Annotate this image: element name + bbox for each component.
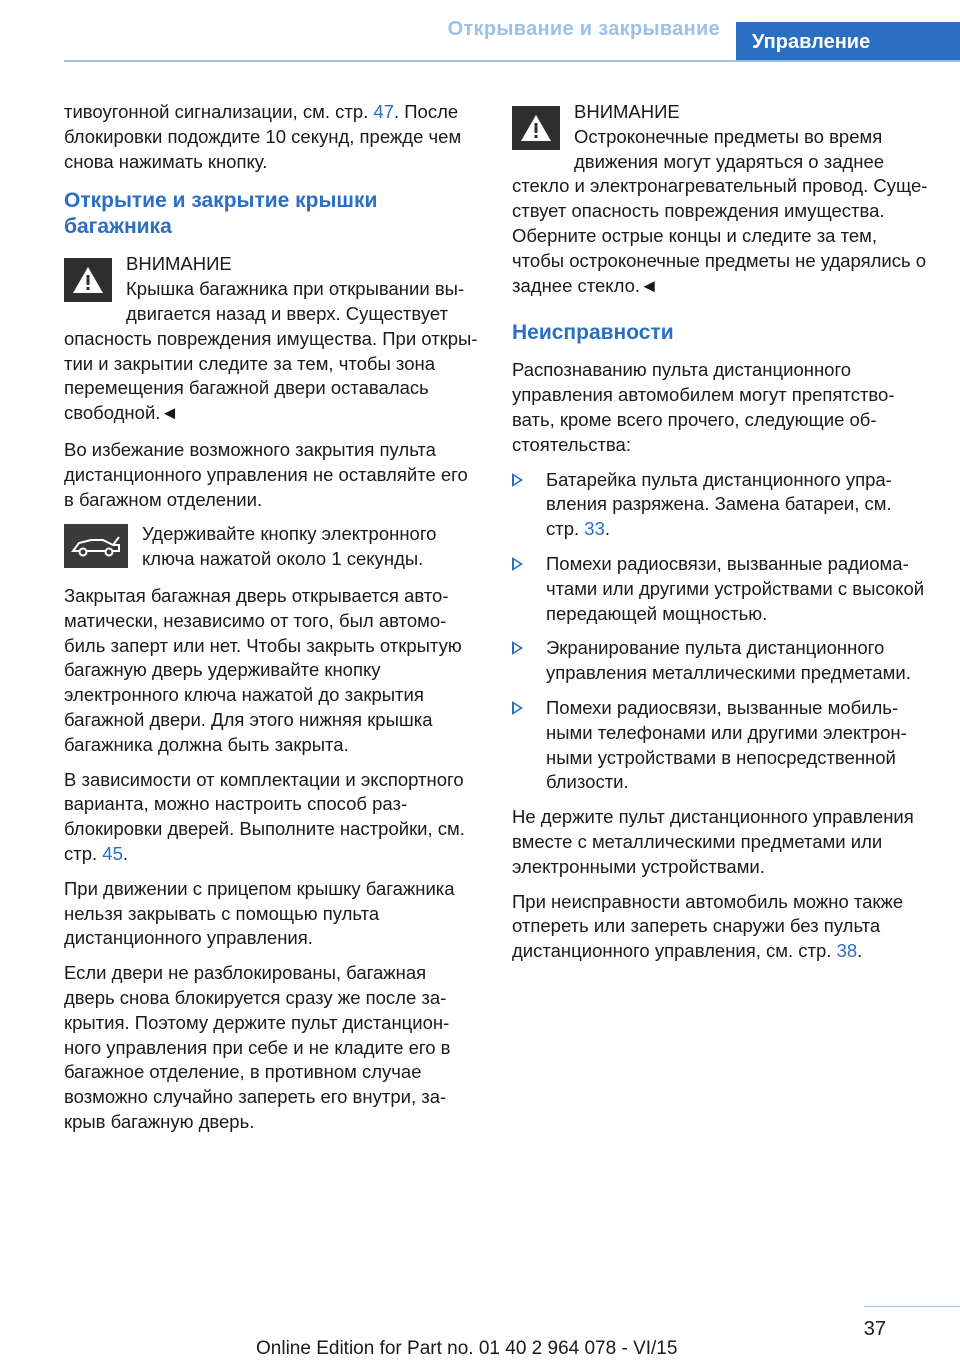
paragraph: Не держите пульт дистанционного управления вместе с металлическими предметами или электронными устройствами. xyxy=(512,806,914,877)
text: При неисправности автомобиль можно также отпереть или запереть снаружи без пульта дистанционного управления, см. стр. xyxy=(512,890,904,962)
paragraph: Во избежание возможного закрытия пульта дистанционного управления не оставляйте его в багажном отделении. xyxy=(64,438,468,510)
text: . xyxy=(122,842,129,864)
left-column xyxy=(64,100,480,1145)
warning-icon xyxy=(64,258,112,302)
paragraph xyxy=(512,890,928,964)
list-item xyxy=(512,552,928,626)
text: Помехи радиосвязи, вызванные радиомачтами или другими устройствами с высокой передающей мощностью. xyxy=(546,552,925,624)
warning-block xyxy=(512,100,928,298)
text: Помехи радиосвязи, вызванные мобильными телефонами или другими электронными устройствами в непосредственной близости. xyxy=(546,696,907,793)
paragraph: Закрытая багажная дверь открывается автоматически, независимо от того, был автомобиль заперт или нет. Чтобы закрыть открытую багажную дверь удерживайте кнопку электронного ключа нажатой до закрытия багажной двери. Для этого нижняя крышка багажника должна быть закрыта. xyxy=(64,584,462,755)
warning-icon xyxy=(512,106,560,150)
key-instruction-text: Удерживайте кнопку электронного ключа нажатой около 1 секунды. xyxy=(142,523,437,570)
list-item xyxy=(512,636,928,686)
paragraph: Если двери не разблокированы, багажная дверь снова блокируется сразу же после закрытия. Поэтому держите пульт дистанционного управления при себе и не кладите его в багажное отделение, в противном случае возможно случайно запереть его внутри, закрыв багажную дверь. xyxy=(64,962,451,1132)
text: тивоугонной сигнализации, см. стр. xyxy=(64,101,374,122)
page-link[interactable]: 47 xyxy=(373,101,394,122)
warning-text: Остроконечные предметы во время движения могут ударяться о заднее стекло и электронагревательный провод. Существует опасность повреждения имущества. Оберните острые концы и следите за тем, чтобы остроконечные предметы не ударялись о заднее стекло.◄ xyxy=(512,125,928,296)
bullet-triangle-icon xyxy=(512,701,523,715)
page-number: 37 xyxy=(863,1318,886,1340)
warning-title: ВНИМАНИЕ xyxy=(574,101,680,122)
bullet-triangle-icon xyxy=(512,473,523,487)
page-link[interactable]: 38 xyxy=(836,940,858,962)
text: . xyxy=(857,940,863,962)
warning-title: ВНИМАНИЕ xyxy=(126,253,232,275)
text: . После блокировки подождите 10 секунд, прежде чем снова нажимать кнопку. xyxy=(64,101,462,172)
list-item xyxy=(512,468,928,542)
edition-note: Online Edition for Part no. 01 40 2 964 078 - VI/15 xyxy=(256,1338,678,1359)
page-header xyxy=(0,0,960,62)
list-item xyxy=(512,696,928,795)
paragraph: Распознаванию пульта дистанционного управления автомобилем могут препятствовать, кроме всего прочего, следующие обстоятельства: xyxy=(512,359,895,455)
warning-text: Крышка багажника при открывании выдвигается назад и вверх. Существует опасность повреждения имущества. При открытии и закрытии следите за тем, чтобы зона перемещения багажной двери оставалась свободной.◄ xyxy=(64,278,478,424)
page-link[interactable]: 33 xyxy=(584,518,605,540)
right-column xyxy=(512,100,928,974)
text: Экранирование пульта дистанционного управления металлическими предметами. xyxy=(546,637,911,684)
section-heading: Неисправности xyxy=(512,321,674,345)
section-title: Открывание и закрывание xyxy=(447,18,720,40)
text: В зависимости от комплектации и экспортного варианта, можно настроить способ разблокировки дверей. Выполните настройки, см. стр. xyxy=(64,768,465,864)
cause-list xyxy=(512,468,928,796)
text: . xyxy=(604,518,611,540)
section-heading: Открытие и закрытие крышки багажника xyxy=(64,189,378,239)
warning-block xyxy=(64,252,480,426)
bullet-triangle-icon xyxy=(512,557,523,571)
text: Батарейка пульта дистанционного управления разряжена. Замена батареи, см. стр. xyxy=(546,468,892,540)
car-trunk-icon xyxy=(64,524,128,568)
header-divider xyxy=(64,60,960,62)
paragraph xyxy=(64,768,480,867)
footer-divider xyxy=(864,1306,960,1307)
bullet-triangle-icon xyxy=(512,641,523,655)
chapter-tab: Управление xyxy=(736,22,960,62)
paragraph: При движении с прицепом крышку багажника нельзя закрывать с помощью пульта дистанционного управления. xyxy=(64,877,455,949)
paragraph xyxy=(64,100,480,174)
key-instruction xyxy=(64,522,480,572)
page-link[interactable]: 45 xyxy=(102,842,123,864)
